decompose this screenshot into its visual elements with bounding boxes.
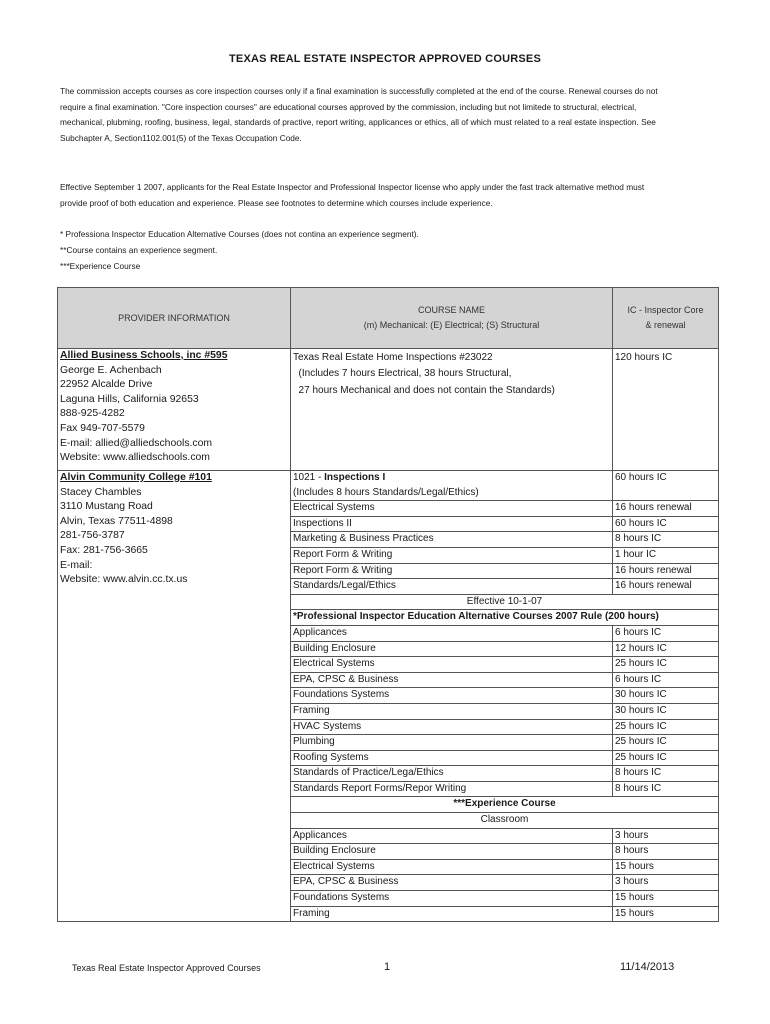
course-name: Report Form & Writing <box>291 563 613 579</box>
course-name: Roofing Systems <box>291 750 613 766</box>
provider-detail: Alvin, Texas 77511-4898 <box>60 515 173 527</box>
course-hours: 15 hours <box>613 906 719 922</box>
effective-date: Effective 10-1-07 <box>291 594 719 610</box>
course-name: Applicances <box>291 828 613 844</box>
footer-date: 11/14/2013 <box>620 961 675 973</box>
course-name: Foundations Systems <box>291 891 613 907</box>
provider-alvin <box>58 471 291 922</box>
course-hours: 1 hour IC <box>613 547 719 563</box>
course-hours: 6 hours IC <box>613 672 719 688</box>
footnote-1: * Professiona Inspector Education Alternative Courses (does not contina an experience segment). <box>60 229 419 239</box>
course-name: Standards/Legal/Ethics <box>291 579 613 595</box>
course-name: Applicances <box>291 625 613 641</box>
page-title: TEXAS REAL ESTATE INSPECTOR APPROVED COURSES <box>229 53 541 65</box>
course-hours: 8 hours <box>613 844 719 860</box>
table-header-row <box>58 288 719 349</box>
course-name: Electrical Systems <box>291 859 613 875</box>
hours-allied: 120 hours IC <box>613 349 719 471</box>
provider-detail: Website: www.alliedschools.com <box>60 452 210 464</box>
provider-name: Allied Business Schools, inc #595 <box>60 350 228 361</box>
course-name: Electrical Systems <box>291 501 613 517</box>
intro-paragraph-1: The commission accepts courses as core inspection courses only if a final examination is successfully completed at the end of the course. Renewal courses do not require a final examination. "Core inspection courses" are educational courses approved by the commission, including but not limitede to structural, electrical, mechanical, plubming, roofing, business, legal, standards of practive, report writing, applicances or ethics, all of which must related to a real estate inspection. See Subchapter A, Section1102.001(5) of the Texas Occupation Code. <box>60 86 658 143</box>
provider-detail: 22952 Alcalde Drive <box>60 379 153 391</box>
provider-detail: Stacey Chambles <box>60 486 142 498</box>
header-course-name: COURSE NAME (m) Mechanical: (E) Electrical; (S) Structural <box>291 288 613 349</box>
course-hours: 6 hours IC <box>613 625 719 641</box>
course-hours: 12 hours IC <box>613 641 719 657</box>
course-line: Texas Real Estate Home Inspections #23022 <box>293 352 493 363</box>
course-name: Electrical Systems <box>291 657 613 673</box>
course-name: EPA, CPSC & Business <box>291 672 613 688</box>
course-hours: 3 hours <box>613 875 719 891</box>
footnote-3: ***Experience Course <box>60 261 141 271</box>
course-hours: 3 hours <box>613 828 719 844</box>
provider-detail: Laguna Hills, California 92653 <box>60 393 199 405</box>
course-name: EPA, CPSC & Business <box>291 875 613 891</box>
course-allied <box>291 349 613 471</box>
section-subheading: Classroom <box>291 813 719 829</box>
provider-detail: Website: www.alvin.cc.tx.us <box>60 574 188 586</box>
footer-title: Texas Real Estate Inspector Approved Courses <box>72 963 261 973</box>
intro-paragraph-2: Effective September 1 2007, applicants for the Real Estate Inspector and Professional Inspector license who apply under the fast track alternative method must provide proof of both education and experience. Please see footnotes to determine which courses include experience. <box>60 182 645 208</box>
hours-alvin-first: 60 hours IC <box>613 471 719 501</box>
course-hours: 8 hours IC <box>613 781 719 797</box>
course-name: Standards Report Forms/Repor Writing <box>291 781 613 797</box>
course-name: Standards of Practice/Lega/Ethics <box>291 766 613 782</box>
course-name: Framing <box>291 906 613 922</box>
course-hours: 8 hours IC <box>613 532 719 548</box>
course-hours: 16 hours renewal <box>613 579 719 595</box>
section-heading: *Professional Inspector Education Alternative Courses 2007 Rule (200 hours) <box>291 610 719 626</box>
course-name: Plumbing <box>291 735 613 751</box>
course-hours: 15 hours <box>613 859 719 875</box>
course-hours: 25 hours IC <box>613 750 719 766</box>
provider-detail: E-mail: <box>60 559 93 571</box>
course-hours: 15 hours <box>613 891 719 907</box>
provider-allied <box>58 349 291 471</box>
provider-detail: 888-925-4282 <box>60 408 125 420</box>
table-row-alvin-first <box>58 471 719 501</box>
course-name: Marketing & Business Practices <box>291 532 613 548</box>
course-name: Inspections II <box>291 516 613 532</box>
course-name: Framing <box>291 703 613 719</box>
course-line: (Includes 7 hours Electrical, 38 hours Structural, <box>293 368 512 380</box>
provider-detail: 3110 Mustang Road <box>60 501 153 513</box>
page-number: 1 <box>384 961 391 973</box>
header-ic: IC - Inspector Core & renewal <box>613 288 719 349</box>
course-hours: 25 hours IC <box>613 719 719 735</box>
course-name: Foundations Systems <box>291 688 613 704</box>
provider-detail: Fax: 281-756-3665 <box>60 544 148 556</box>
course-hours: 30 hours IC <box>613 688 719 704</box>
course-alvin-first: 1021 - Inspections I (Includes 8 hours Standards/Legal/Ethics) <box>291 471 613 501</box>
course-name: Report Form & Writing <box>291 547 613 563</box>
header-provider: PROVIDER INFORMATION <box>58 288 291 349</box>
provider-detail: George E. Achenbach <box>60 364 162 376</box>
course-hours: 8 hours IC <box>613 766 719 782</box>
provider-detail: 281-756-3787 <box>60 530 125 542</box>
course-hours: 25 hours IC <box>613 657 719 673</box>
course-hours: 16 hours renewal <box>613 501 719 517</box>
footnote-2: **Course contains an experience segment. <box>60 245 218 255</box>
provider-detail: E-mail: allied@alliedschools.com <box>60 437 213 449</box>
course-hours: 25 hours IC <box>613 735 719 751</box>
course-line: 27 hours Mechanical and does not contain the Standards) <box>293 384 555 396</box>
section-heading: ***Experience Course <box>291 797 719 813</box>
provider-detail: Fax 949-707-5579 <box>60 422 145 434</box>
provider-name: Alvin Community College #101 <box>60 472 212 483</box>
course-name: Building Enclosure <box>291 844 613 860</box>
courses-table <box>57 287 719 922</box>
course-hours: 16 hours renewal <box>613 563 719 579</box>
course-name: HVAC Systems <box>291 719 613 735</box>
table-row-allied <box>58 349 719 471</box>
course-hours: 30 hours IC <box>613 703 719 719</box>
course-name: Building Enclosure <box>291 641 613 657</box>
course-hours: 60 hours IC <box>613 516 719 532</box>
